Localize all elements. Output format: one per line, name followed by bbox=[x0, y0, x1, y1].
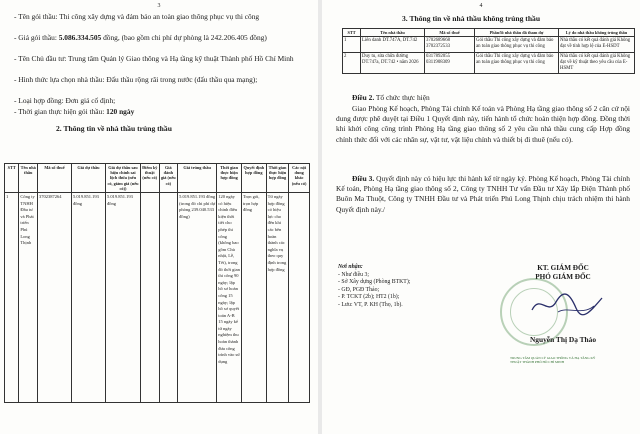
page-number: 4 bbox=[479, 3, 483, 9]
package-price-label: - Giá gói thầu: bbox=[14, 33, 59, 42]
document-page-right bbox=[322, 0, 640, 434]
signer-title-1: KT. GIÁM ĐỐC bbox=[537, 264, 589, 272]
table-header: Các nội dung khác (nếu có) bbox=[289, 164, 310, 193]
cell-decision: Trọn gói, trọn hợp đồng bbox=[241, 193, 266, 403]
table-header: Thời gian thực hiện hợp đồng bbox=[217, 164, 242, 193]
cell-part: Gói thầu Thi công xây dựng và đảm bảo an toàn giao thông phục vụ thi công bbox=[475, 37, 559, 52]
table-header: Giá dự thầu sau hiệu chỉnh sai lệch thừa (nếu có, giảm giá (nếu có)) bbox=[107, 165, 139, 191]
package-price-line bbox=[14, 33, 308, 43]
contract-type-line: - Loại hợp đồng: Đơn giá cố định; bbox=[14, 96, 116, 105]
winner-table bbox=[4, 163, 310, 403]
section-title-winner: 2. Thông tin về nhà thầu trúng thầu bbox=[56, 124, 172, 133]
table-header: Mã số thuế bbox=[37, 164, 71, 193]
recipient-item: - Như điều 3; bbox=[338, 271, 369, 278]
table-header: Giá đánh giá (nếu có) bbox=[159, 164, 178, 193]
article-3-body bbox=[336, 174, 630, 215]
duration-line bbox=[14, 107, 308, 117]
table-header: Mã số thuế bbox=[425, 29, 475, 37]
signer-name: Nguyễn Thị Dạ Thảo bbox=[529, 335, 597, 344]
loser-table bbox=[342, 28, 635, 74]
table-header: Giá dự thầu bbox=[71, 164, 105, 193]
duration-value: 120 ngày bbox=[106, 107, 135, 116]
table-header: Tên nhà thầu bbox=[19, 164, 38, 193]
recipient-item: - GĐ, PGĐ Thảo; bbox=[338, 286, 380, 293]
cell-tax-code: 3702387264 bbox=[37, 193, 71, 403]
table-header: Giá trúng thầu bbox=[178, 164, 217, 193]
selection-method-line: - Hình thức lựa chọn nhà thầu: Đấu thầu rộng rãi trong nước (đấu thầu qua mạng); bbox=[14, 75, 258, 84]
recipients-header: Nơi nhận: bbox=[338, 264, 363, 270]
table-header-row bbox=[5, 164, 310, 193]
document-page-left bbox=[0, 0, 318, 434]
duration-label: - Thời gian thực hiện gói thầu: bbox=[14, 107, 107, 116]
package-name-line: - Tên gói thầu: Thi công xây dựng và đảm bảo an toàn giao thông phục vụ thi công bbox=[14, 12, 260, 21]
cell-win-price: 5.019.851.193 đồng (trong đó chi phí dự phòng 239.040.533 đồng) bbox=[178, 193, 217, 403]
cell-duration: 120 ngày có hiệu chỉnh điều kiện thời tiết cho phép thi công (không bao gồm Chủ nhật, Lễ, Tết), trong đó thời gian thi công 90 ngày; lập hồ sơ hoàn công 15 ngày; lập hồ sơ quyết toán A-B 15 ngày kể từ ngày nghiệm thu hoàn thành đưa công trình vào sử dụng bbox=[217, 193, 242, 403]
table-header: STT bbox=[343, 29, 361, 37]
cell-stt: 1 bbox=[343, 37, 361, 52]
recipients-block bbox=[338, 264, 410, 310]
article-3-label: Điều 3. bbox=[352, 174, 375, 183]
cell-winner-name: Công ty TNHH Đầu tư và Phát triển Phú Long Thịnh bbox=[19, 193, 38, 403]
cell-tech-score bbox=[141, 193, 160, 403]
cell-contract-time: Từ ngày hợp đồng có hiệu lực cho đến khi các bên hoàn thành các nghĩa vụ theo quy định trong hợp đồng bbox=[266, 193, 289, 403]
article-2-title: Tổ chức thực hiện bbox=[374, 93, 430, 102]
cell-tax-code: 3702689668 3702372533 bbox=[425, 37, 475, 52]
recipient-item: - Lưu: VT, P. KH (Thọ, 1b). bbox=[338, 301, 403, 308]
cell-other bbox=[289, 193, 310, 403]
table-header: Phần/lô nhà thầu đã tham dự bbox=[475, 29, 559, 37]
cell-bidder-name: Liên danh DT.747A, DT.742 bbox=[361, 37, 425, 52]
table-header: Tên nhà thầu bbox=[361, 29, 425, 37]
table-row bbox=[343, 37, 635, 52]
table-header: Lý do nhà thầu không trúng thầu bbox=[559, 29, 635, 37]
investor-line: - Tên Chủ đầu tư: Trung tâm Quản lý Giao thông và Hạ tầng kỹ thuật Thành phố Hồ Chí Minh bbox=[14, 54, 294, 63]
table-header: Thời gian thực hiện hợp đồng bbox=[266, 164, 289, 193]
table-header: Điểm kỹ thuật (nếu có) bbox=[141, 164, 160, 193]
cell-reason: Nhà thầu có kết quả đánh giá Không đạt về kỹ thuật theo yêu cầu của E-HSMT bbox=[559, 52, 635, 74]
signer-title-2: PHÓ GIÁM ĐỐC bbox=[535, 273, 591, 281]
table-row bbox=[343, 52, 635, 74]
cell-bidder-name: Duy tu, sửa chữa đường DT.747a, DT.742 • năm 2026 bbox=[361, 52, 425, 74]
page-number: 3 bbox=[157, 3, 161, 9]
cell-reason: Nhà thầu có kết quả đánh giá Không đạt về tính hợp lệ của E-HSDT bbox=[559, 37, 635, 52]
signature-scribble bbox=[528, 290, 608, 320]
table-row bbox=[5, 193, 310, 403]
cell-stt: 1 bbox=[5, 193, 19, 403]
cell-adjusted-price: 5.019.851.193 đồng bbox=[105, 193, 140, 403]
table-header: STT bbox=[5, 164, 19, 193]
recipient-item: - Sở Xây dựng (Phòng BTKT); bbox=[338, 279, 411, 286]
stamp-text: TRUNG TÂM QUẢN LÝ GIAO THÔNG VÀ HẠ TẦNG KỸ THUẬT THÀNH PHỐ HỒ CHÍ MINH bbox=[510, 356, 596, 365]
table-header: Quyết định hợp đồng bbox=[241, 164, 266, 193]
article-2-body: Giao Phòng Kế hoạch, Phòng Tài chính Kế toán và Phòng Hạ tầng giao thông số 2 căn cứ nội dung được phê duyệt tại Điều 1 Quyết định này, tiến hành tổ chức hoàn thiện hợp đồng. Đồng thời khi khởi công công trình Phòng Hạ tầng giao thông số 2 yêu cầu nhà thầu cung cấp Hợp đồng chính thức đối với các nhân sự, vật tư, vật liệu chính và thiết bị đi thuê (nếu có). bbox=[336, 104, 630, 144]
cell-tax-code: 0317892055 0311908309 bbox=[425, 52, 475, 74]
cell-part: Gói thầu Thi công xây dựng và đảm bảo an toàn giao thông phục vụ thi công bbox=[475, 52, 559, 74]
cell-stt: 2 bbox=[343, 52, 361, 74]
article-2-label: Điều 2. bbox=[352, 93, 375, 102]
package-price-value: 5.086.334.505 bbox=[58, 33, 102, 42]
cell-bid-price: 5.019.851.193 đồng bbox=[71, 193, 105, 403]
section-title-loser: 3. Thông tin về nhà thầu không trúng thầu bbox=[402, 14, 541, 23]
recipient-item: - P. TCKT (2b); HT2 (1b); bbox=[338, 294, 400, 301]
table-header-row bbox=[343, 29, 635, 37]
cell-eval-price bbox=[159, 193, 178, 403]
article-2-heading bbox=[352, 93, 630, 103]
article-3-text: Quyết định này có hiệu lực thi hành kể từ ngày ký. Phòng Kế hoạch, Phòng Tài chính Kế toán, Phòng Hạ tầng giao thông số 2, Công ty TNHH Tư vấn Đầu tư Xây lắp Điện Thành phố Buôn Ma Thuột, Công ty TNHH Đầu tư và Phát triển Phú Long Thịnh chịu trách nhiệm thi hành Quyết định này./ bbox=[336, 174, 630, 214]
package-price-note: đồng, (bao gồm chi phí dự phòng là 242.206.405 đồng) bbox=[101, 33, 267, 42]
